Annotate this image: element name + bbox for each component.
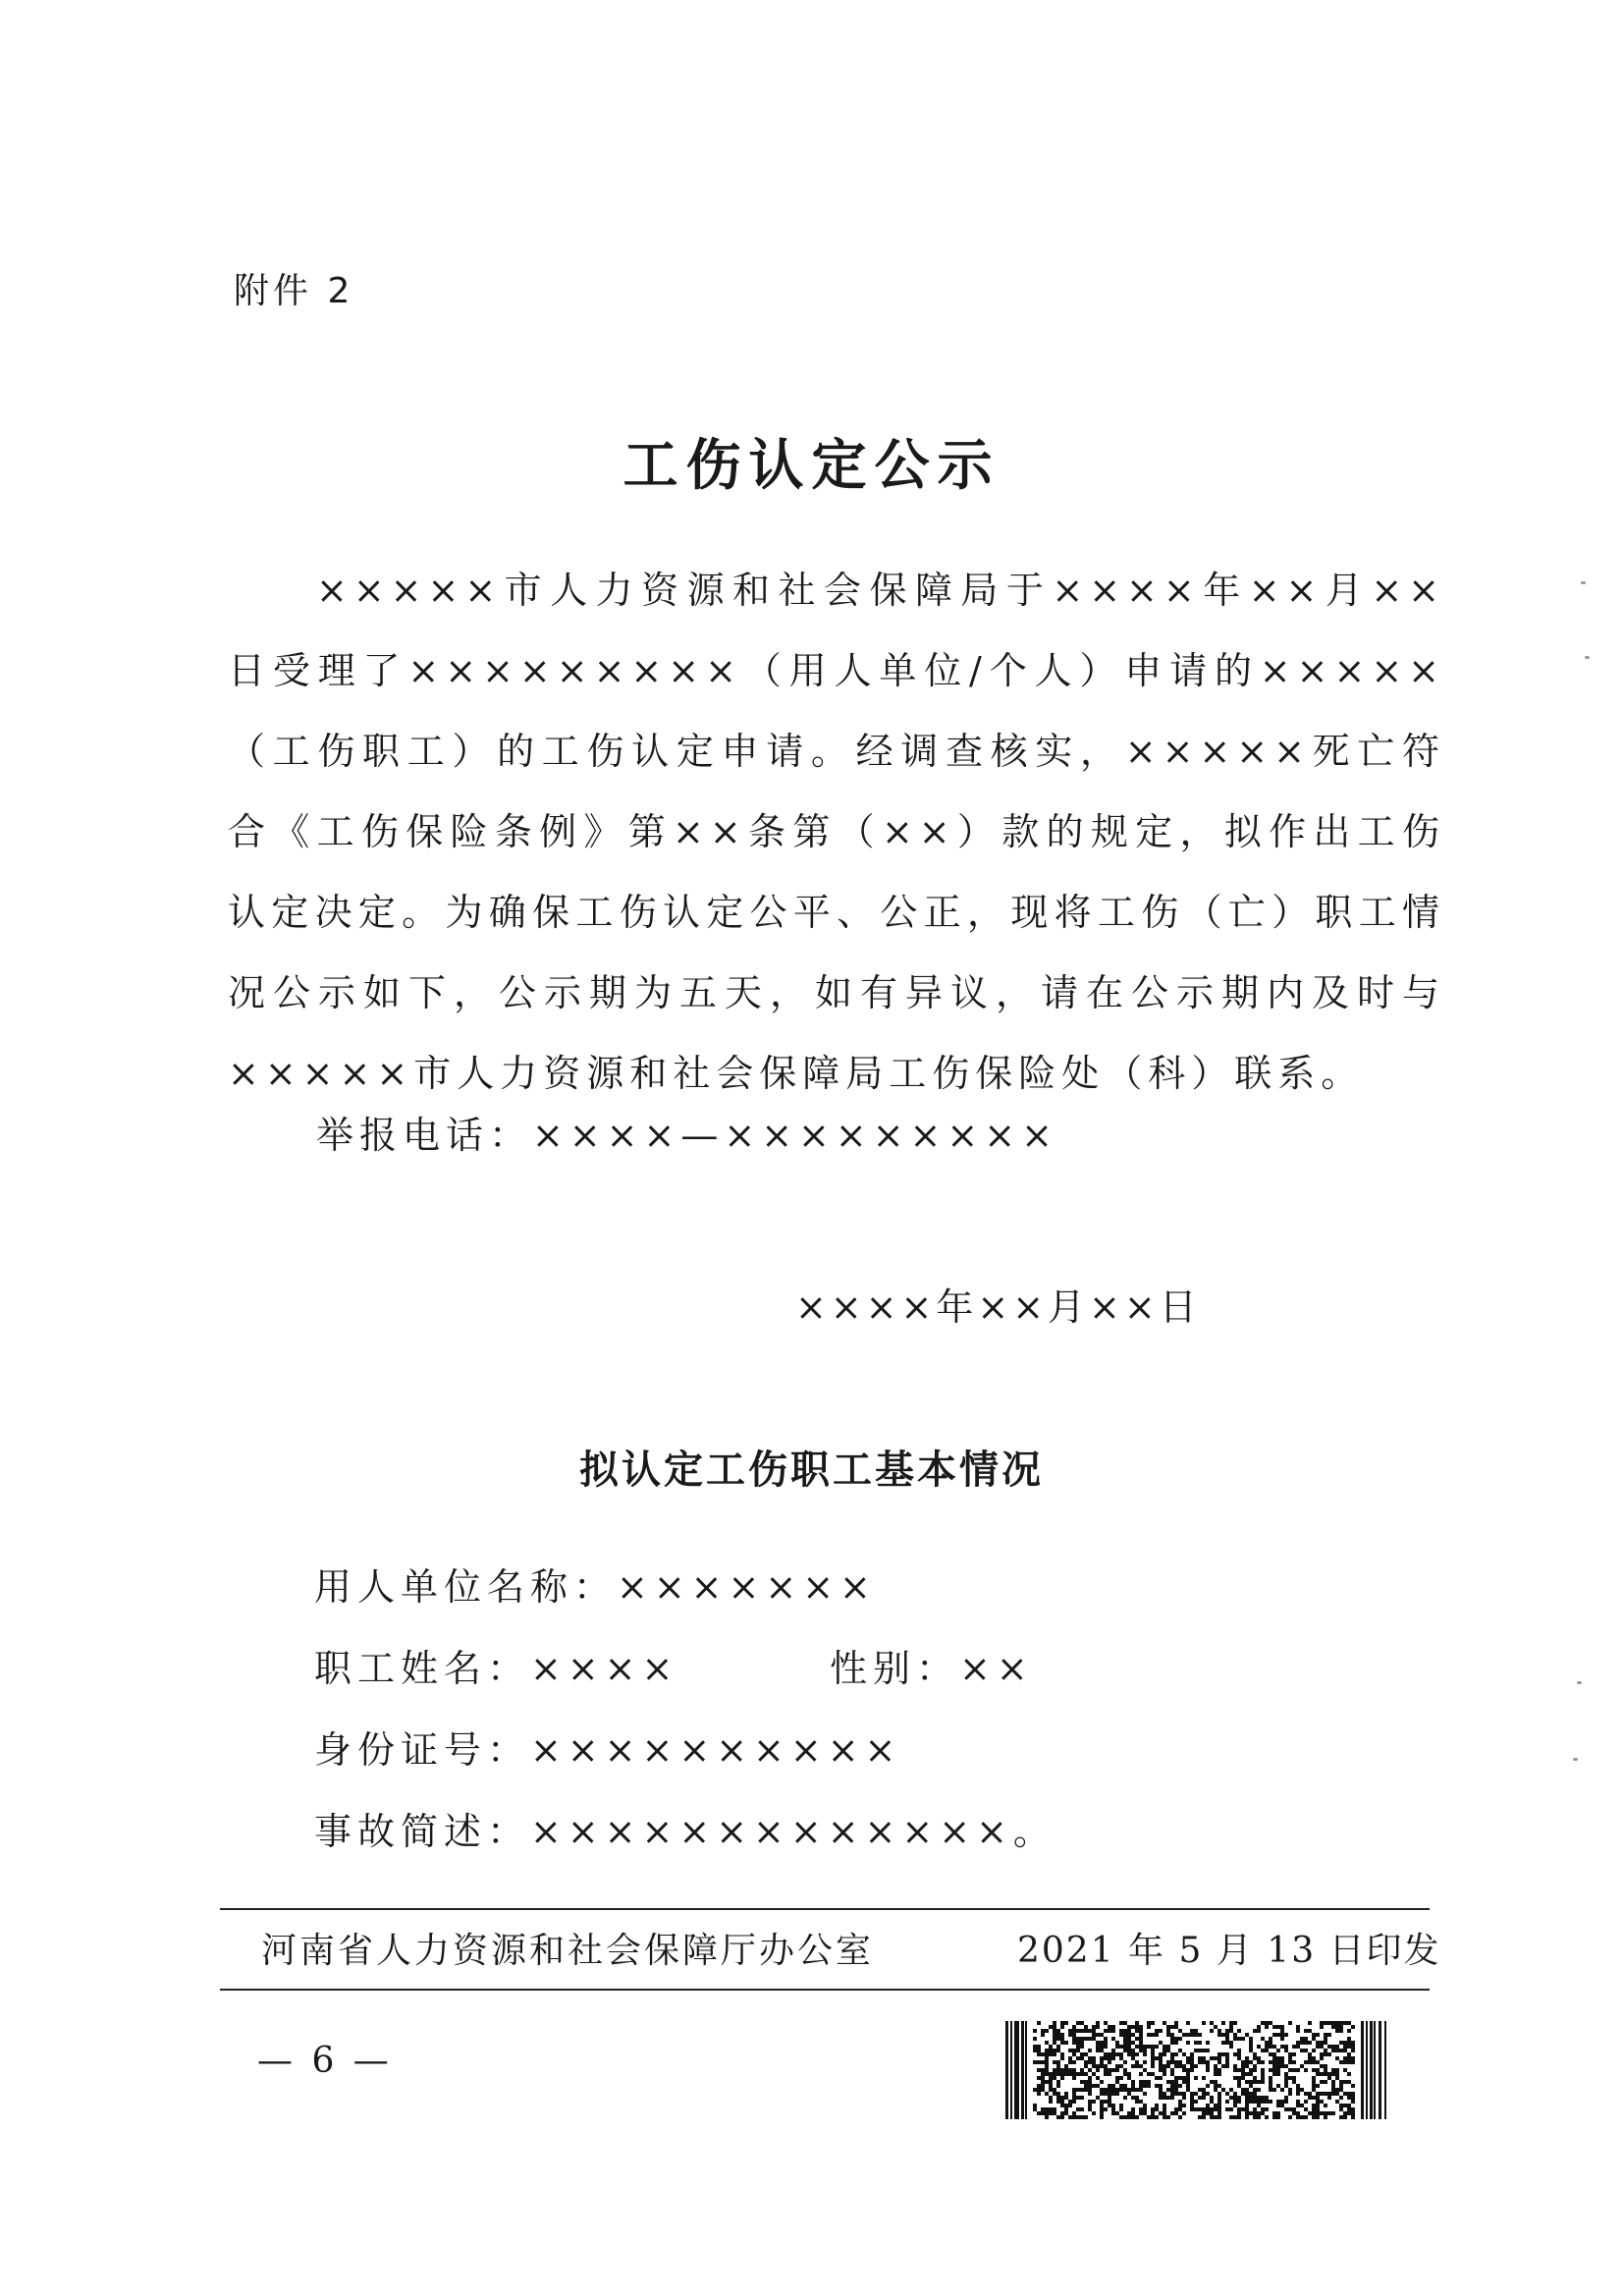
- scan-speck: [1573, 1758, 1578, 1761]
- scan-speck: [1581, 581, 1586, 584]
- body-paragraph: ×××××市人力资源和社会保障局于××××年××月××日受理了×××××××××（用人单位/个人）申请的×××××（工伤职工）的工伤认定申请。经调查核实，×××××死亡符合《工伤保险条例》第××条第（××）款的规定，拟作出工伤认定决定。为确保工伤认定公平、公正，现将工伤（亡）职工情况公示如下，公示期为五天，如有异议，请在公示期内及时与×××××市人力资源和社会保障局工伤保险处（科）联系。: [228, 569, 1445, 1095]
- section-subtitle: 拟认定工伤职工基本情况: [579, 1447, 1044, 1493]
- report-phone: 举报电话：××××—×××××××××: [316, 1114, 1058, 1157]
- footer-issuer: 河南省人力资源和社会保障厅办公室: [261, 1931, 875, 1971]
- employee-name-field: 职工姓名：××××: [314, 1647, 679, 1690]
- employer-field: 用人单位名称：×××××××: [314, 1565, 877, 1609]
- gender-field: 性别：××: [830, 1647, 1034, 1690]
- footer-top-rule: [220, 1908, 1430, 1910]
- attachment-label: 附件 2: [234, 271, 354, 311]
- footer-bottom-rule: [220, 1989, 1430, 1991]
- footer-issue-date: 2021 年 5 月 13 日印发: [1017, 1931, 1441, 1971]
- scan-speck: [1577, 1681, 1582, 1684]
- barcode-image: [1005, 2021, 1390, 2119]
- scan-speck: [1585, 656, 1590, 659]
- notice-date: ××××年××月××日: [795, 1285, 1201, 1329]
- id-number-field: 身份证号：××××××××××: [314, 1728, 902, 1772]
- page-number: — 6 —: [257, 2041, 393, 2081]
- document-title: 工伤认定公示: [622, 433, 1001, 498]
- accident-summary-field: 事故简述：×××××××××××××。: [314, 1810, 1056, 1853]
